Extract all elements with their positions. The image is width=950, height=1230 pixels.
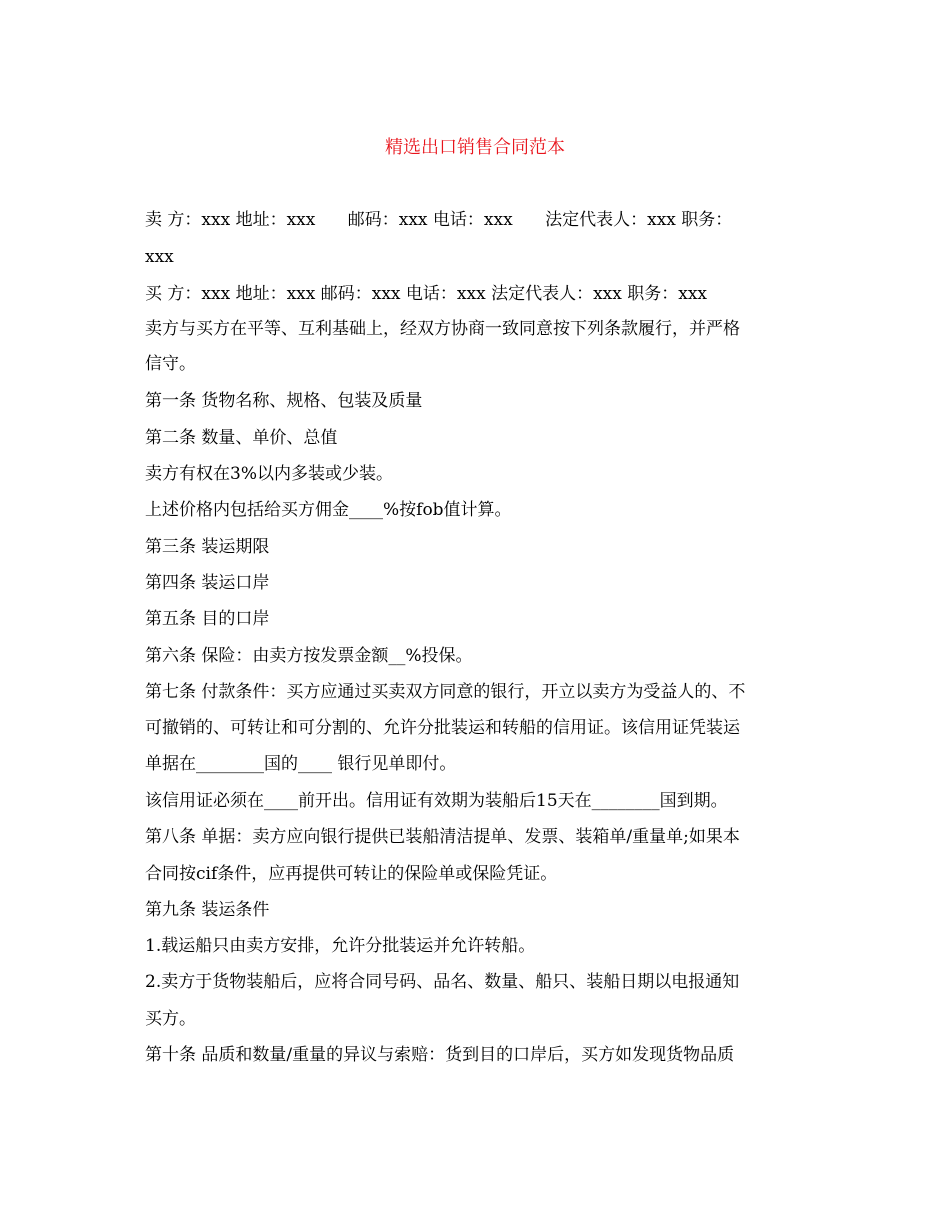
article-5-heading: 第五条 目的口岸: [145, 609, 270, 629]
preamble-line-cont: 信守。: [145, 354, 196, 374]
paragraph-line: 该信用证必须在____前开出。信用证有效期为装船后15天在________国到期。: [145, 791, 728, 811]
article-1-heading: 第一条 货物名称、规格、包装及质量: [145, 391, 423, 411]
seller-info-line: 卖 方：xxx 地址：xxx 邮码：xxx 电话：xxx 法定代表人：xxx 职务：: [145, 210, 733, 230]
list-item: 2.卖方于货物装船后，应将合同号码、品名、数量、船只、装船日期以电报通知: [145, 972, 740, 992]
paragraph-line: 合同按cif条件，应再提供可转让的保险单或保险凭证。: [145, 864, 558, 884]
paragraph-line: 单据在________国的____ 银行见单即付。: [145, 754, 457, 774]
paragraph-line: 上述价格内包括给买方佣金____%按fob值计算。: [145, 500, 512, 520]
article-2-heading: 第二条 数量、单价、总值: [145, 428, 338, 448]
article-8-line: 第八条 单据：卖方应向银行提供已装船清洁提单、发票、装箱单/重量单;如果本: [145, 827, 740, 847]
article-4-heading: 第四条 装运口岸: [145, 573, 270, 593]
buyer-info-line: 买 方：xxx 地址：xxx 邮码：xxx 电话：xxx 法定代表人：xxx 职务：xxx: [145, 284, 707, 304]
article-9-heading: 第九条 装运条件: [145, 900, 270, 920]
list-item-cont: 买方。: [145, 1009, 196, 1029]
article-10-line: 第十条 品质和数量/重量的异议与索赔：货到目的口岸后，买方如发现货物品质: [145, 1045, 735, 1065]
list-item: 1.载运船只由卖方安排，允许分批装运并允许转船。: [145, 936, 536, 956]
article-7-line: 第七条 付款条件：买方应通过买卖双方同意的银行，开立以卖方为受益人的、不: [145, 682, 746, 702]
paragraph-line: 卖方有权在3%以内多装或少装。: [145, 464, 393, 484]
article-6-line: 第六条 保险：由卖方按发票金额__%投保。: [145, 646, 473, 666]
document-title: 精选出口销售合同范本: [385, 137, 565, 158]
paragraph-line: 可撤销的、可转让和可分割的、允许分批装运和转船的信用证。该信用证凭装运: [145, 718, 740, 738]
preamble-line: 卖方与买方在平等、互利基础上，经双方协商一致同意按下列条款履行，并严格: [145, 319, 740, 339]
seller-info-line-cont: xxx: [145, 247, 174, 267]
article-3-heading: 第三条 装运期限: [145, 537, 270, 557]
